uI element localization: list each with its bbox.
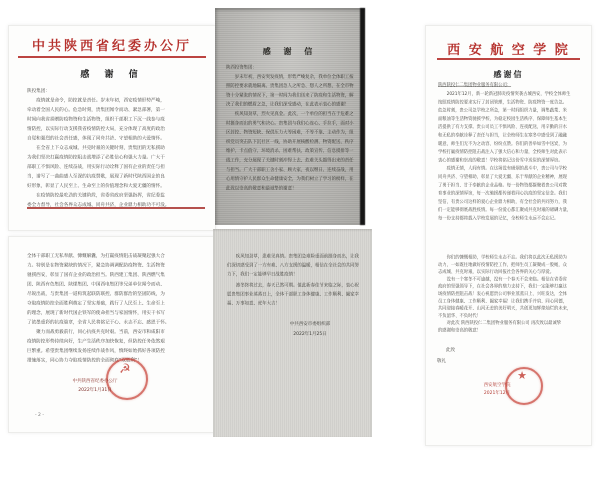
text-line: 全体干部职工无私奉献、慷慨解囊，为打赢疫情阻击战凝聚起强大合 (27, 253, 165, 259)
text-line: 凛冬终将过去，春天已然可期。值此新春佳节来临之际，衷心祝 (227, 283, 359, 288)
text-line: 每一份支持都将载入学校发展的记忆，全校师生永远不会忘记。 (438, 215, 559, 221)
text-line: 学校打赢疫情防控阻击战注入了强大信心和力量，全校师生对此表示 (438, 149, 567, 155)
text-line: 面粮油等生活物资驰援学校，为稳定校园生活秩序、保障师生基本生 (438, 116, 567, 122)
letterhead-divider (437, 58, 580, 60)
right-letter-paragraphs-2 (438, 254, 585, 334)
text-line: 不负韶华、不负时代！ (438, 313, 481, 319)
text-line: 2021年12月，新一轮新冠肺炎疫情突袭古城西安，学校全体师生 (438, 91, 571, 97)
left-letter-page1-paragraphs (27, 96, 205, 210)
right-letter-page (425, 25, 592, 446)
middle-letter-page2-paragraph1 (227, 252, 360, 279)
right-letter-title: 感谢信 (493, 70, 524, 79)
text-line: 场疫情防控阻击战！衷心祝愿贵公司事业蒸蒸日上、兴旺发达，全体 (438, 291, 567, 297)
text-line: 部职工不惧风险、连续奋战，用实际行动诠释了国有企业的责任与担 (27, 164, 165, 170)
text-line: 此致以崇高的敬意和最诚挚的谢意！ (226, 185, 297, 191)
text-line: 福、万事如意、虎年大吉！ (227, 301, 280, 306)
text-line: 疾风知劲草，患难见真情。贵集团急难险重面前挺身而出，让我 (227, 254, 359, 259)
text-line: 愿贵集团事业蒸蒸日上，全体干部职工身体健康、工作顺利、阖家幸 (227, 292, 359, 297)
right-letter-salutation: 陕西陕投仁二集团物业服务有限公司： (438, 82, 512, 88)
text-line: 对此次 陕西陕投仁二集团物业服务有限公司 再次致以最诚挚 (438, 320, 562, 326)
middle-letter-page2 (213, 229, 372, 437)
text-line: 维护、卡点值守、环境消杀、困难帮扶、政策宣传、信息摸排等一 (226, 148, 354, 154)
text-line: 时挺身而出的勇气和决心。贵集团与我们心连心、手拉手，面对小 (226, 120, 354, 126)
middle-letter-salutation: 陕西投资集团： (226, 65, 257, 70)
text-line: 们深切感受到了一方有难、八方支援的温暖，相信在全社会的共同努 (227, 263, 359, 268)
text-line: 疾风知劲草，烈火见真金。此次，一个单位的担当在于危难之 (226, 111, 354, 117)
party-emblem-icon: ☭ (119, 362, 131, 377)
text-line: 聚力而战勇毅前行，同心抗疫共克时艰。当前，西安市和咸阳市 (27, 329, 165, 335)
seal-date-text: 2021年12月 (483, 390, 511, 396)
left-letter-page2-paragraphs (27, 251, 205, 365)
text-line: 尽锐出战，与贵集团一道构筑起联防联控、群防群治的坚固防线，为 (27, 291, 165, 297)
text-line: 心用情守护人民群众生命健康安全，为我们树立了学习的榜样，在 (226, 176, 354, 182)
text-line: 资十分紧张的情况下，第一时间为我们送来了防疫和生活物资，解 (226, 92, 354, 98)
text-line: 你们的慷慨相助，学校师生永志不忘。我们将以此次无私援助为 (438, 255, 567, 260)
text-line: 员工身体健康、工作顺利、阖家幸福！让我们携手并肩、同心同德， (438, 298, 567, 304)
scan-shadow-edge (360, 8, 365, 225)
text-line: 共同迎接春暖花开、山河无恙的美好明天，共创更加辉煌灿烂的未来， (438, 306, 572, 312)
middle-letter-signer: 中共西安市委组织部 (289, 321, 331, 327)
text-line: 育事业的深情厚谊，每一次驰援都传递着同心抗疫的坚定信念。我们 (438, 191, 567, 197)
text-line: 衷心的感谢和崇高的敬意！学校将铭记这份雪中送炭的深情厚谊。 (438, 157, 563, 163)
text-line: 牵动着全国人民的心。危急时刻，贵集团闻令而动、紧急部署，第一 (27, 107, 165, 113)
left-letter-salutation: 陕投集团： (27, 88, 50, 94)
text-line: 决了我们的燃眉之急，让我们深受感动，在此表示衷心的感谢！ (226, 102, 350, 108)
text-line: 情防控，以实际行动支援我省疫情防控大局，充分体现了高度的政治 (27, 126, 165, 132)
text-line: 力下，我们一定能够早日战胜疫情！ (227, 272, 298, 277)
red-underline-annotation (27, 207, 205, 209)
text-line: 坚信，有贵公司这样的爱心企业鼎力相助，有全社会的共同努力，我 (438, 199, 567, 205)
middle-letter-page1 (215, 8, 365, 225)
text-line: 委全力督导，社会各界众志成城、同舟共济，企业鼎力相助功不可没。 (27, 202, 170, 208)
right-letterhead-org: 西 安 航 空 学 院 (447, 43, 570, 58)
text-line: 志成城、共克时艰，以实际行动回报社会各界的关心与厚爱。 (438, 269, 555, 275)
left-letter-title: 感 谢 信 (80, 70, 144, 80)
text-line: 疫情无情，人间有情。在这场没有硝烟的战斗中，贵公司与学校 (438, 166, 567, 172)
page-number: - 2 - (35, 412, 44, 418)
text-line: 了勇于担当、甘于奉献的企业品格。每一份物资都凝聚着贵公司对教 (438, 182, 567, 188)
left-letterhead-org: 中共陕西省纪委办公厅 (31, 39, 192, 54)
text-line: 岁末年初，西安突发疫情，形势严峻复杂，我单位全体职工按 (226, 74, 354, 80)
text-line: 当，谱写了一曲曲感人至深的抗疫赞歌，展现了新时代陕西国企的良 (27, 173, 165, 179)
text-line: 按照疫情防控要求实行了封闭管理，生活物资、防疫物资一度告急。 (438, 99, 567, 105)
text-line: 线工作，充分展现了关键时刻冲得上去、危难关头豁得出来的责任 (226, 157, 354, 163)
text-line: 疫情就是命令，防控就是责任。岁末年初，西安疫情形势严峻， (27, 97, 165, 103)
star-emblem-icon: ★ (517, 369, 527, 382)
text-line: 活提供了有力支撑。贵公司员工不惧风险、连夜配送，用辛勤的汗水 (438, 124, 567, 130)
closing-respect: 敬礼 (437, 358, 447, 364)
text-line: 力。特别是在物资紧缺的情况下，紧急协调调配防疫物资、生活物资 (27, 262, 165, 268)
left-letter-page1 (8, 25, 216, 231)
seal-org-text: 中共陕西省纪委办公厅 (72, 378, 118, 384)
text-line: 动力，一如既往地做好疫情防控工作，把师生员工凝聚成一股绳，众 (438, 262, 567, 268)
text-line: 团、陕西有色集团、陕煤集团、中国西电集团等兄弟单位闻令而动、 (27, 281, 165, 287)
middle-letter-date: 2022年1月25日 (293, 331, 327, 337)
text-line: 在全省上下众志成城、共克时艰的关键时刻，贵集团的无私援助 (27, 145, 165, 151)
right-letter-paragraphs-1 (438, 90, 585, 223)
text-line: 危急时刻，贵公司急学校之所急，第一时间组织力量，调集蔬菜、米 (438, 108, 567, 114)
text-line: 们一定能够彻底战胜疫情。每一份爱心都汇聚成共克时艰的磅礴力量， (438, 207, 572, 213)
text-line: 在疫情防控最吃劲的关键阶段，省委省政府坚强指挥，省纪委监 (27, 192, 165, 198)
text-line: 疫情防控形势持续向好，生产生活秩序加快恢复，但防控任务依然艰 (27, 338, 165, 344)
text-line: 和无私的奉献诠释了责任与担当，让全校师生在寒冬中感受到了融融 (438, 132, 567, 138)
seal-date-text: 2022年1月31日 (78, 387, 112, 393)
text-line: 政府的坚强领导下，在社会各界的鼎力支持下，我们一定能够打赢这 (438, 284, 567, 290)
text-line: 夺取疫情防控全面胜利奠定了坚实基础，践行了人民至上、生命至上 (27, 300, 165, 306)
left-letter-page2 (8, 236, 216, 433)
text-line: 区封控、物资短缺、保供压力大等困难，不等不靠、主动作为，组 (226, 130, 354, 136)
text-line: 了浓墨重彩的抗疫篇章，全省人民将铭记于心、永志不忘、感恩于怀。 (27, 319, 170, 325)
text-line: 暖意，师生们无不为之动容、纷纷点赞。你们的善举如雪中送炭，为 (438, 141, 567, 147)
text-line: 好形象，彰显了人民至上、生命至上的价值理念和大爱无疆的情怀。 (27, 183, 165, 189)
text-line: 照防控要求就地隔离。贵集团急人之所急、想人之所想，在全市物 (226, 83, 354, 89)
text-line: 自觉和强烈的社会责任感，体现了同舟共济、守望相助的大爱情怀。 (27, 135, 165, 141)
text-line: 同舟共济、守望相助，彰显了大爱无疆、乐于奉献的企业精神，展现 (438, 174, 567, 180)
text-line: 没有一个寒冬不可逾越，没有一个春天不会来临。相信在省委省 (438, 276, 567, 282)
text-line: 与担当。广大干部职工舍小家、顾大家，夜以继日、连续奋战，用 (226, 167, 354, 173)
middle-letter-page1-paragraphs (226, 72, 357, 193)
middle-letter-page2-paragraph2 (227, 281, 360, 308)
text-line: 巨繁重。希望贵集团继续发扬连续作战作风，慎终如始抓好各项防控 (27, 348, 165, 354)
seal-org-text: 西安航空学院 (483, 382, 511, 388)
letterhead-divider (18, 56, 206, 58)
text-line: 织党员突击队下沉社区一线，协助开展核酸检测、物资配送、秩序 (226, 139, 354, 145)
text-line: 的感谢和崇高的敬意！ (438, 327, 481, 333)
middle-letter-title: 感 谢 信 (262, 47, 318, 56)
closing-salute: 此致 (446, 347, 456, 353)
text-line: 驰援西安，彰显了国有企业的政治担当。陕西建工集团、陕西燃气集 (27, 272, 165, 278)
text-line: 时间向我省捐赠防疫物资和生活物资，组织干部职工下沉一线参与疫 (27, 116, 165, 122)
text-line: 为我们坚决打赢疫情防控阻击战增添了必胜信心和强大力量。广大干 (27, 154, 165, 160)
text-line: 的理念，展现了新时代国企铁军的使命担当与家国情怀，用实干书写 (27, 310, 165, 316)
middle-letter-page2-para2 (227, 281, 360, 335)
text-line: 措施落实，同心协力夺取疫情防控的全面彻底“双胜利”！ (27, 357, 143, 363)
